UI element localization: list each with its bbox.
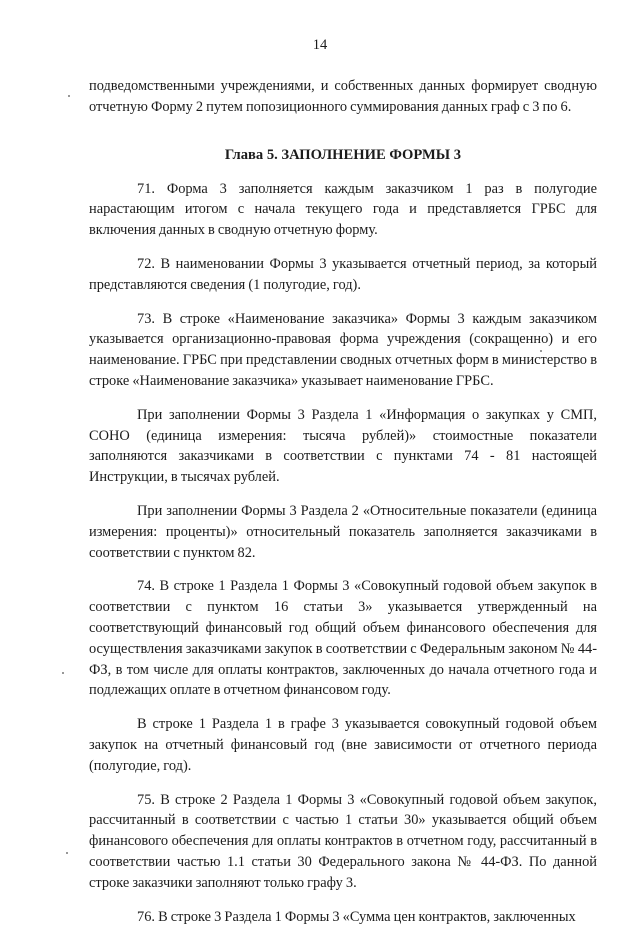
paragraph-71: 71. Форма 3 заполняется каждым заказчиком 1 раз в полугодие нарастающим итогом с начала текущего года и представляется ГРБС для включения данных в сводную отчетную форму. bbox=[89, 179, 597, 241]
paragraph-section-1-note: При заполнении Формы 3 Раздела 1 «Информация о закупках у СМП, СОНО (единица измерения: тысяча рублей)» стоимостные показатели заполняются заказчиками в соответствии с пунктами 74 - 81 настоящей Инструкции, в тысячах рублей. bbox=[89, 405, 597, 488]
document-body bbox=[89, 76, 597, 927]
paragraph-73: 73. В строке «Наименование заказчика» Формы 3 каждым заказчиком указывается организационно-правовая форма учреждения (сокращенно) и его наименование. ГРБС при представлении сводных отчетных форм в министерство в строке «Наименование заказчика» указывает наименование ГРБС. bbox=[89, 309, 597, 392]
paragraph-75: 75. В строке 2 Раздела 1 Формы 3 «Совокупный годовой объем закупок, рассчитанный в соответствии с частью 1 статьи 30» указывается общий объем финансового обеспечения для оплаты контрактов в отчетном году, рассчитанный в соответствии частью 1.1 статьи 30 Федерального закона № 44-ФЗ. По данной строке заказчики заполняют только графу 3. bbox=[89, 790, 597, 894]
scan-speck bbox=[66, 852, 68, 854]
paragraph-72: 72. В наименовании Формы 3 указывается отчетный период, за который представляются сведения (1 полугодие, год). bbox=[89, 254, 597, 296]
paragraph-section-2-note: При заполнении Формы 3 Раздела 2 «Относительные показатели (единица измерения: проценты)» относительный показатель заполняется заказчиками в соответствии с пунктом 82. bbox=[89, 501, 597, 563]
scan-speck bbox=[68, 95, 70, 97]
chapter-heading: Глава 5. ЗАПОЛНЕНИЕ ФОРМЫ 3 bbox=[89, 145, 597, 165]
paragraph-76: 76. В строке 3 Раздела 1 Формы 3 «Сумма цен контрактов, заключенных bbox=[89, 907, 597, 927]
paragraph-74-column-3: В строке 1 Раздела 1 в графе 3 указывается совокупный годовой объем закупок на отчетный финансовый год (вне зависимости от отчетного периода (полугодие, год). bbox=[89, 714, 597, 776]
paragraph-74: 74. В строке 1 Раздела 1 Формы 3 «Совокупный годовой объем закупок в соответствии с пунктом 16 статьи 3» указывается утвержденный на соответствующий финансовый год общий объем финансового обеспечения для осуществления заказчиками закупок в соответствии с Федеральным законом № 44-ФЗ, в том числе для оплаты контрактов, заключенных до начала отчетного года и подлежащих оплате в отчетном финансовом году. bbox=[89, 576, 597, 701]
page-number: 14 bbox=[0, 36, 640, 54]
scan-speck bbox=[62, 672, 64, 674]
continuation-paragraph: подведомственными учреждениями, и собственных данных формирует сводную отчетную Форму 2 путем попозиционного суммирования данных граф с 3 по 6. bbox=[89, 76, 597, 118]
